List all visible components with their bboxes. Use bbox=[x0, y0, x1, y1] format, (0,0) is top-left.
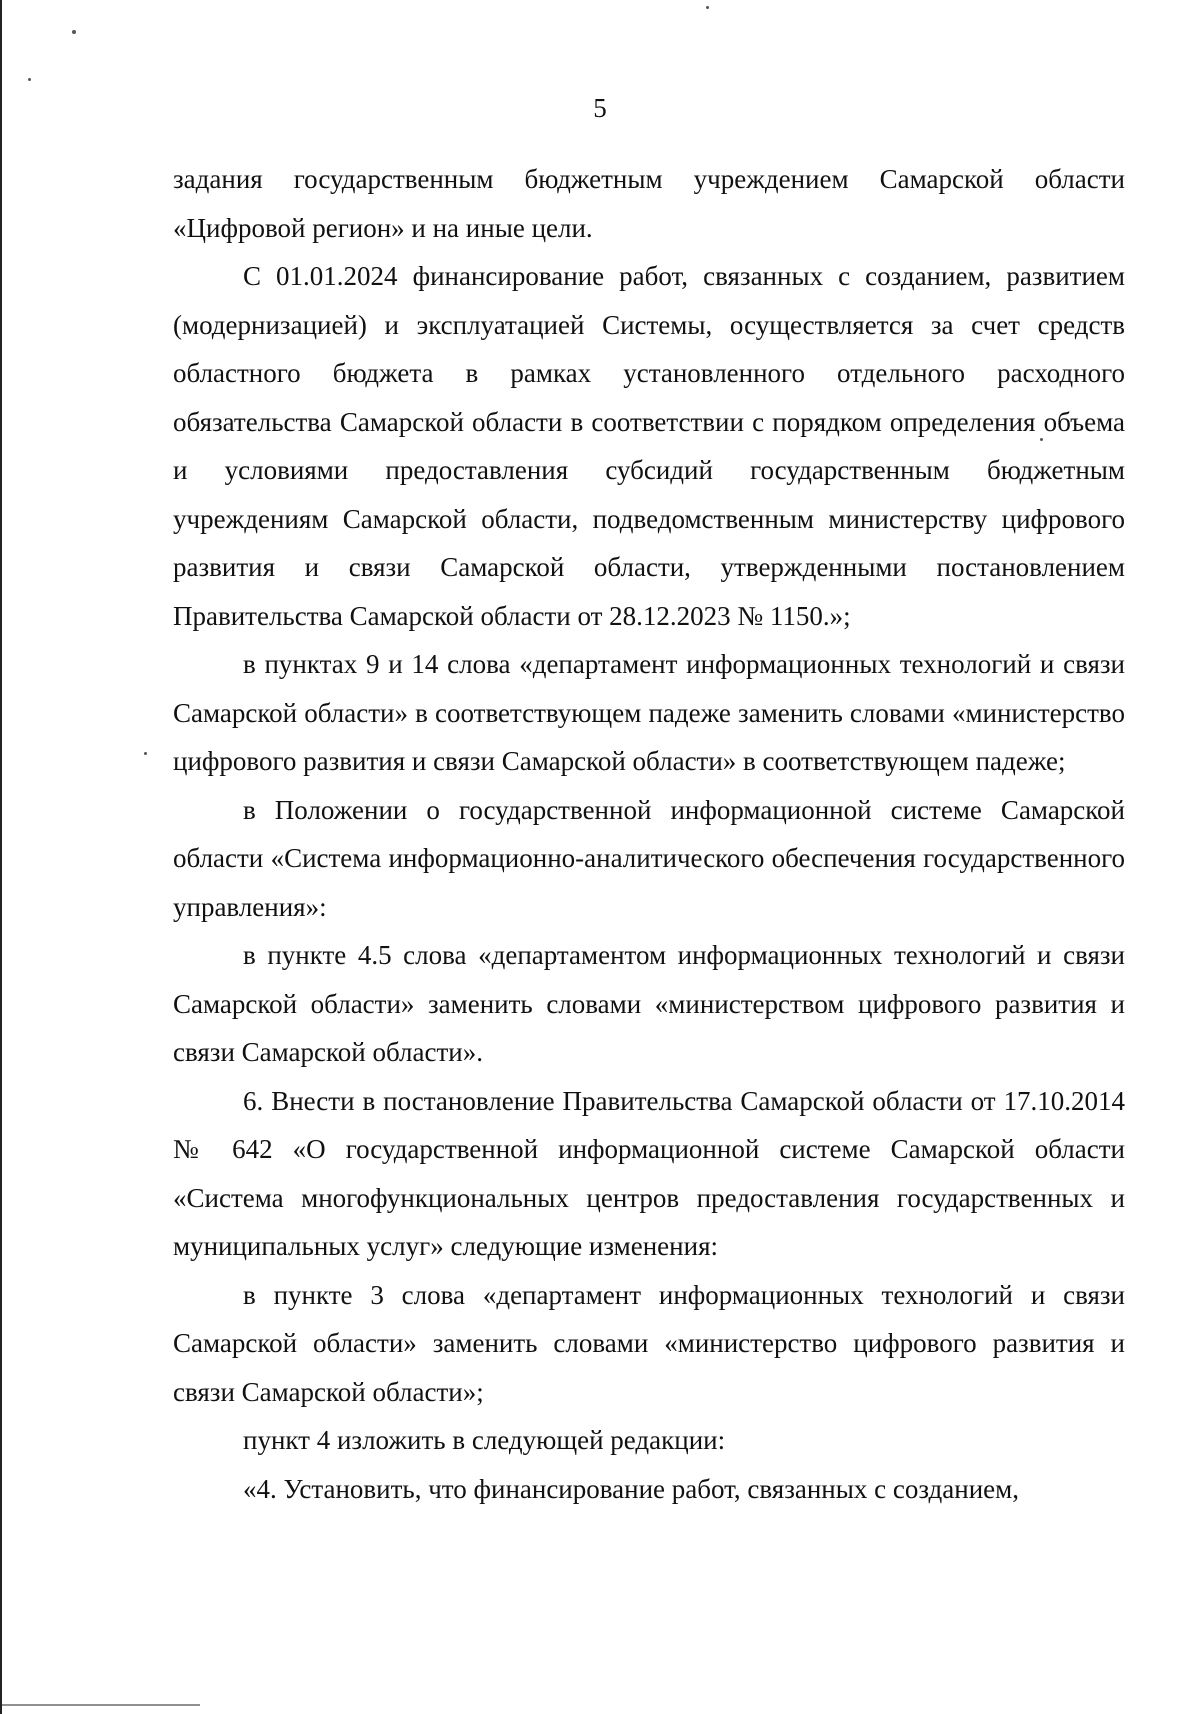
scan-dot bbox=[72, 30, 76, 34]
scan-dot bbox=[144, 752, 147, 755]
paragraph: в Положении о государственной информационной системе Самарской области «Система информационно-аналитического обеспечения государственного управления»: bbox=[173, 794, 1125, 922]
paragraph: в пункте 3 слова «департамент информационных технологий и связи Самарской области» заменить словами «министерство цифрового развития и связи Самарской области»; bbox=[173, 1279, 1125, 1407]
paragraph: 6. Внести в постановление Правительства Самарской области от 17.10.2014 № 642 «О государственной информационной системе Самарской области «Система многофункциональных центров предоставления государственных и муниципальных услуг» следующие изменения: bbox=[173, 1085, 1125, 1261]
body-text bbox=[173, 155, 1125, 1513]
scan-bottom-line bbox=[0, 1704, 200, 1706]
scan-dot bbox=[706, 6, 709, 9]
paragraph: в пункте 4.5 слова «департаментом информационных технологий и связи Самарской области» заменить словами «министерством цифрового развития и связи Самарской области». bbox=[173, 940, 1125, 1067]
scan-left-edge bbox=[0, 0, 2, 1714]
paragraph: С 01.01.2024 финансирование работ, связанных с созданием, развитием (модернизацией) и эксплуатацией Системы, осуществляется за счет средств областного бюджета в рамках установленного отдельного расходного обязательства Самарской области в соответствии с порядком определения объема и условиями предоставления субсидий государственным бюджетным учреждениям Самарской области, подведомственным министерству цифрового развития и связи Самарской области, утвержденными постановлением Правительства Самарской области от 28.12.2023 № 1150.»; bbox=[173, 261, 1125, 631]
paragraph: в пунктах 9 и 14 слова «департамент информационных технологий и связи Самарской области» в соответствующем падеже заменить словами «министерство цифрового развития и связи Самарской области» в соответствующем падеже; bbox=[173, 649, 1125, 776]
page-number: 5 bbox=[593, 93, 607, 123]
scan-dot bbox=[28, 78, 31, 81]
paragraph: задания государственным бюджетным учреждением Самарской области «Цифровой регион» и на иные цели. bbox=[173, 164, 1125, 243]
paragraph: «4. Установить, что финансирование работ, связанных с созданием, bbox=[243, 1473, 1019, 1504]
paragraph: пункт 4 изложить в следующей редакции: bbox=[243, 1425, 726, 1455]
